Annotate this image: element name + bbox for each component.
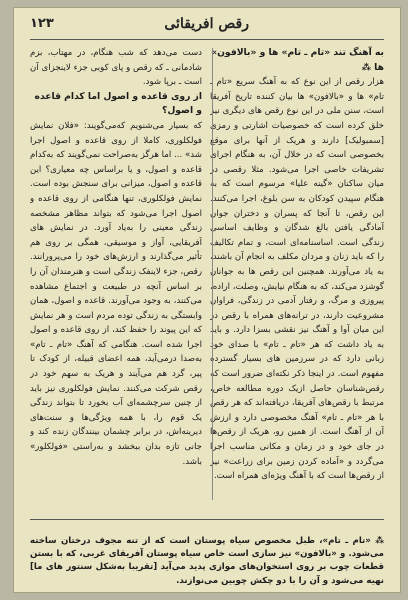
running-title: رقص افریقائی — [164, 16, 249, 32]
right-column — [210, 46, 384, 506]
right-column-body: هزار رقص از این نوع که به آهنگ سریع «تام ـ تام» ها و «بالافون» ها بیان کننده تاریخ آفریقا است، سنن ملی در این نوع رقص های دیگری نیز خلق کرده است که خصوصیات اشارتی و رمزی [سمبولیک] دارند و هریک از آنها برای موقع بخصوصی است که در خلال آن، به هنگام اجرای تشریفات خاصی اجرا می‌شود. مثلا رقصی در میان ساکنان «گینه علیا» مرسوم است که به هنگام سپیدن کودکان به سن بلوغ، اجرا می‌کنند. این رقص، تا آنجا که پسران و دختران جوان آمادگی یافتن بالغ شدگان و وظایف اساسی زندگی است. اساسنامه‌ای است، و تمام تکالیف را که باید زنان و مردان مکلف به انجام آن باشند، به یاد می‌آورند. همچنین این رقص ها به جوانان گوشزد می‌کند، که به هنگام نیایش، وصلت، اراده، پیروزی و مرگ، و رفتار آدمی در زندگی، فراوان مشروعیت دارند، در ترانه‌های همراه با رقص در این میان آوا و آهنگ نیز نقشی بسزا دارد. و باید به یاد داشت که هر «تام ـ تام» با صدای خود زبانی دارد که در سرزمین های بسیار گسترده مفهوم است. در اینجا ذکر نکته‌ای ضرور است که رقص‌شناسان حاصل ازیک دوره مطالعه خاص، مرتبط با رقص‌های آفریقا، دریافته‌اند که هر رقص با هر «تام ـ تام» آهنگ مخصوصی دارد و ارزش آن از آهنگ است. از همین رو، هریک از رقص‌ها در جای خود و در زمان و مکانی مناسب اجرا می‌گردد و «آماده کردن زمین برای زراعت» نیز از رقص‌ها است که با آهنگ ویژه‌ای همراه است. — [210, 77, 384, 482]
page-header — [30, 16, 384, 38]
right-column-heading: به آهنگ تند «تام ـ تام» ها و «بالافون» ها ⁂ — [211, 47, 384, 73]
column-divider — [212, 48, 213, 500]
left-column — [30, 46, 202, 506]
footnote-rule — [30, 519, 384, 520]
left-column-body: که بسیار می‌شنویم که‌می‌گویند: «فلان نمایش فولکلوری، کاملا از روی قاعده و اصول اجرا شد» ... اما هرگز به‌صراحت نمی‌گویند که به‌کدام قاعده و اصول، و یا براساس چه معیاری؟ این قاعده و اصول، میزانی برای سنجش بوده است. نمایش فولکلوری، تنها هنگامی از روی قاعده و اصول اجرا می‌شود که بتواند مظاهر مشخصه زندگی معینی را به‌یاد آورد. در نمایش های آفریقایی، آواز و موسیقی، همگی بر روی هم تأثیر می‌گذارند و ارزش‌های خود را می‌پرورانند. رقص، جزء لاینفک زندگی است و هنرمندان آن را بر اساس آنچه در طبیعت و اجتماع مشاهده می‌کنند، به وجود می‌آورند. قاعده و اصول، همان وابستگی به زندگی توده مردم است و هر نمایش که این پیوند را حفظ کند، از روی قاعده و اصول اجرا شده است. هنگامی که آهنگ «تام ـ تام» به‌صدا درمی‌آید، همه اعضای قبیله، از کودک تا پیر، گرد هم می‌آیند و هریک به سهم خود در رقص شرکت می‌کنند. نمایش فولکلوری نیز باید از چنین سرچشمه‌ای آب بخورد تا بتواند زندگی یک قوم را، با همه ویژگی‌ها و سنت‌های دیرینه‌اش، در برابر چشمان بینندگان زنده کند و جانی تازه بدان ببخشد و به‌راستی «فولکلور» باشد. — [30, 120, 202, 467]
book-page — [14, 8, 400, 592]
page-number: ۱۲۳ — [30, 16, 54, 31]
left-column-heading: از روی قاعده و اصول اما کدام قاعده و اصول؟ — [34, 90, 202, 117]
footnote: ⁂ «تام ـ تام»، طبل مخصوص سیاه پوستان است که از تنه مجوف درختان ساخته می‌شود. و «بالافون» نیز سازی است خاص سیاه پوستان آفریقای غربی، که با بستن قطعات چوب بر روی استخوان‌های موازی پدید می‌آید [تقریبا به‌شکل سنتور های ما] نهیه می‌شود و آن را با دو چکش چوبین می‌نوازند. — [30, 535, 384, 586]
left-column-intro: دست می‌دهد که شب هنگام، در مهتاب، بزم شادمانی ـ که رقص و پای کوبی جزء لاینجزای آن است ـ برپا شود. — [30, 48, 202, 88]
header-rule — [30, 39, 384, 40]
